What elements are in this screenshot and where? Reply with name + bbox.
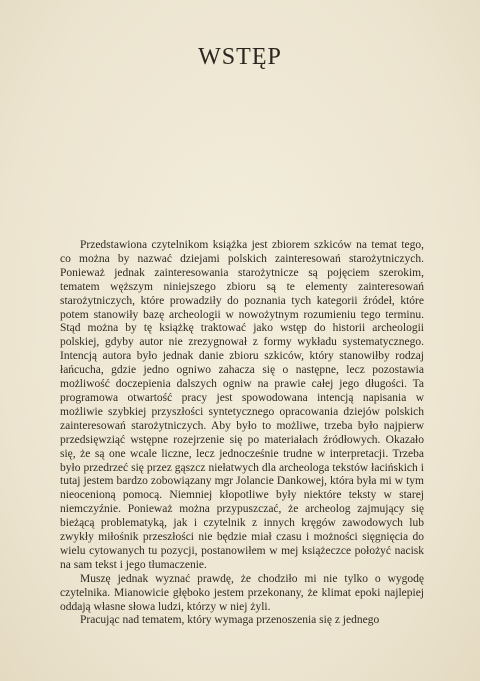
paragraph-2: Muszę jednak wyznać prawdę, że chodziło mi nie tylko o wygodę czytelnika. Mianowicie głęboko jestem przekonany, że klimat epoki najlepiej oddają własne słowa ludzi, którzy w niej żyli. [60,572,424,613]
paragraph-3: Pracując nad tematem, który wymaga przenoszenia się z jednego [80,614,380,627]
chapter-title: WSTĘP [198,44,282,70]
body-text [60,239,424,628]
paragraph-1: Przedstawiona czytelnikom książka jest zbiorem szkiców na temat tego, co można by nazwać dziejami polskich zainteresowań starożytniczych. Ponieważ jednak zainteresowania starożytnicze są pojęciem szerokim, tematem węższym niniejszego zbioru są te elementy zainteresowań starożytniczych, które prowadziły do poznania tych kategorii źródeł, które potem stanowiły bazę archeologii w nowożytnym rozumieniu tego terminu. Stąd można by tę książkę traktować jako wstęp do historii archeologii polskiej, gdyby autor nie zrezygnował z formy wykładu systematycznego. Intencją autora było jednak danie zbioru szkiców, który stanowiłby rodzaj łańcucha, gdzie jedno ogniwo zahacza się o następne, lecz pozostawia możliwość doczepienia dalszych ogniw na prawie całej jego długości. Ta programowa otwartość pracy jest spowodowana intencją napisania w możliwie szybkiej przyszłości syntetycznego opracowania dziejów polskich zainteresowań starożytniczych. Aby było to możliwe, trzeba było najpierw przedsięwziąć wstępne rozejrzenie się po materiałach źródłowych. Okazało się, że są one wcale liczne, lecz jednocześnie trudne w interpretacji. Trzeba było przedrzeć się przez gąszcz niełatwych dla archeologa tekstów łacińskich i tutaj jestem bardzo zobowiązany mgr Jolancie Dankowej, która była mi w tym nieocenioną pomocą. Niemniej kłopotliwe były niektóre teksty w starej niemczyźnie. Ponieważ można przypuszczać, że archeolog zajmujący się bieżącą problematyką, jak i czytelnik z innych kręgów zawodowych lub zwykły miłośnik przeszłości nie będzie miał czasu i możności sięgnięcia do wielu cytowanych tu pozycji, postanowiłem w mej książeczce położyć nacisk na sam tekst i jego tłumaczenie. [60,239,424,571]
